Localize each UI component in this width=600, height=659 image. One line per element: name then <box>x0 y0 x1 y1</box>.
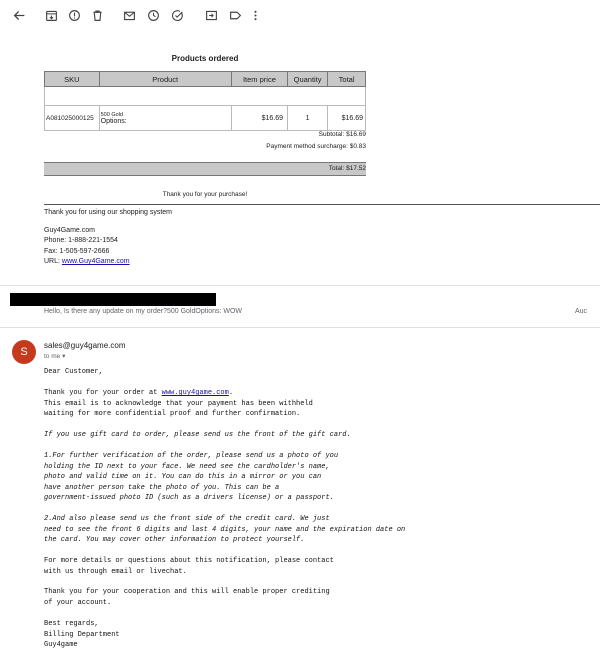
collapsed-message-time: Auc <box>575 308 588 315</box>
company-url <box>44 258 130 265</box>
cell-quantity: 1 <box>288 106 328 131</box>
email-toolbar <box>0 0 600 32</box>
url-label: URL: <box>44 258 62 265</box>
thanks-purchase: Thank you for your purchase! <box>162 191 248 198</box>
message-separator <box>0 285 600 286</box>
snooze-icon[interactable] <box>146 8 160 22</box>
chevron-down-icon[interactable]: ▾ <box>62 353 66 360</box>
payment-surcharge: Payment method surcharge: $0.83 <box>266 143 366 150</box>
p3-line5: government-issued photo ID (such as a drivers license) or a passport. <box>44 494 334 502</box>
p6-line2: of your account. <box>44 598 112 607</box>
p1-line3: waiting for more confidential proof and further confirmation. <box>44 410 301 418</box>
more-vert-icon[interactable] <box>248 8 262 22</box>
p5-line1: For more details or questions about this notification, please contact <box>44 557 334 565</box>
mark-unread-icon[interactable] <box>122 8 136 22</box>
p3-line2: holding the ID next to your face. We need see the cardholder's name, <box>44 462 330 471</box>
message-separator <box>0 327 600 328</box>
closing-line1: Best regards, <box>44 620 99 628</box>
cell-product <box>99 106 231 131</box>
redacted-sender <box>10 293 216 306</box>
col-sku: SKU <box>45 72 100 87</box>
p4-line1: 2.And also please send us the front side of the credit card. We just <box>44 515 330 523</box>
shopping-system-thanks: Thank you for using our shopping system <box>44 209 173 216</box>
table-header-row <box>45 72 366 87</box>
p1-line2: This email is to acknowledge that your payment has been withheld <box>44 399 313 408</box>
cell-sku: A081025000125 <box>45 106 100 131</box>
product-options: Options: <box>100 117 127 125</box>
company-name: Guy4Game.com <box>44 227 95 234</box>
sender-email[interactable]: sales@guy4game.com <box>44 341 126 350</box>
company-phone: Phone: 1-888-221-1554 <box>44 237 118 244</box>
col-item-price: Item price <box>231 72 287 87</box>
email-closing <box>44 619 120 651</box>
p3-line3: photo and valid time on it. You can do this in a mirror or you can <box>44 473 322 481</box>
collapsed-message-snippet[interactable]: Hello, Is there any update on my order?500 GoldOptions: WOW <box>44 308 243 315</box>
guy4game-link[interactable]: www.guy4game.com <box>161 389 229 397</box>
p1-text: Thank you for your order at <box>44 389 162 397</box>
p3-line1: 1.For further verification of the order, please send us a photo of you <box>44 452 339 460</box>
p4-line2: need to see the front 6 digits and last 4 digits, your name and the expiration date on <box>44 525 406 534</box>
p1-period: . <box>228 389 234 397</box>
product-name: 500 Gold <box>100 111 123 118</box>
subtotal: Subtotal: $16.69 <box>318 131 366 138</box>
recipient-details[interactable] <box>44 352 65 360</box>
move-to-icon[interactable] <box>204 8 218 22</box>
closing-line3: Guy4game <box>44 641 78 649</box>
p3-line4: have another person take the photo of you. This can be a <box>44 483 280 492</box>
products-table <box>44 71 366 131</box>
email-paragraph-4 <box>44 514 405 546</box>
recipient-text: to me <box>44 353 61 360</box>
email-paragraph-6 <box>44 587 330 608</box>
report-spam-icon[interactable] <box>67 8 81 22</box>
sender-avatar[interactable] <box>12 340 36 364</box>
col-total: Total <box>328 72 366 87</box>
company-url-link[interactable]: www.Guy4Game.com <box>61 258 130 265</box>
cell-total: $16.69 <box>328 106 366 131</box>
col-product: Product <box>99 72 231 87</box>
cell-item-price: $16.69 <box>231 106 287 131</box>
email-paragraph-3 <box>44 451 338 504</box>
products-ordered-title: Products ordered <box>171 54 239 63</box>
order-total-text: Total: $17.52 <box>328 165 366 172</box>
email-greeting: Dear Customer, <box>44 368 103 376</box>
email-paragraph-2: If you use gift card to order, please send us the front of the gift card. <box>44 431 351 439</box>
p6-line1: Thank you for your cooperation and this will enable proper crediting <box>44 588 330 596</box>
archive-icon[interactable] <box>44 8 58 22</box>
col-quantity: Quantity <box>288 72 328 87</box>
add-task-icon[interactable] <box>170 8 184 22</box>
order-total <box>44 162 366 176</box>
delete-icon[interactable] <box>90 8 104 22</box>
table-spacer-row <box>45 87 366 106</box>
labels-icon[interactable] <box>228 8 242 22</box>
closing-line2: Billing Department <box>44 630 120 639</box>
back-arrow-icon[interactable] <box>12 8 26 22</box>
avatar-letter: S <box>20 346 28 358</box>
table-row <box>45 106 366 131</box>
divider <box>44 204 600 205</box>
company-fax: Fax: 1-505-597-2666 <box>44 248 110 255</box>
order-summary <box>44 50 366 63</box>
p4-line3: the card. You may cover other information to protect yourself. <box>44 536 305 544</box>
email-paragraph-5 <box>44 556 334 577</box>
p5-line2: with us through email or livechat. <box>44 567 187 576</box>
email-paragraph-1 <box>44 388 313 420</box>
